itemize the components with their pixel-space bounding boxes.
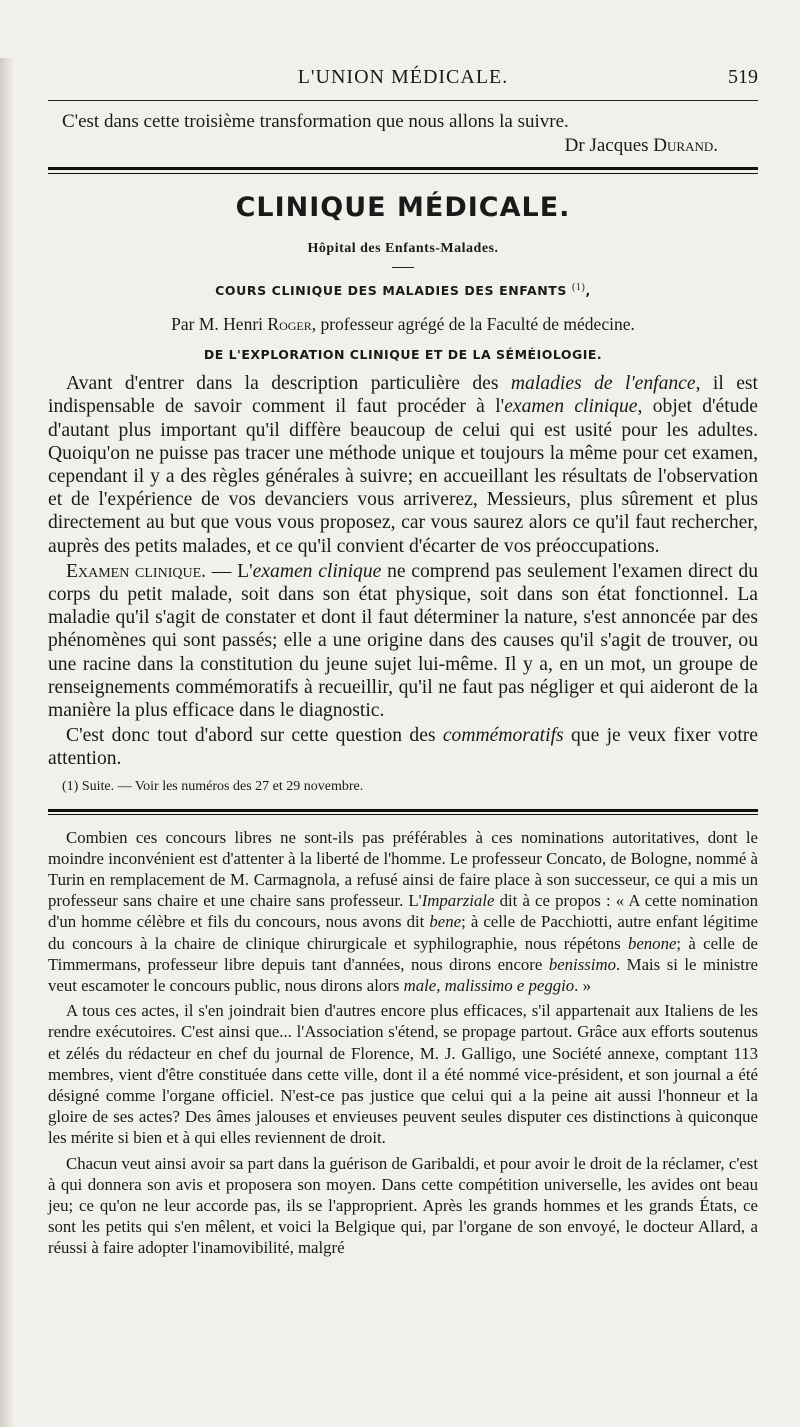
feuilleton-paragraph-3: Chacun veut ainsi avoir sa part dans la guérison de Garibaldi, et pour avoir le droit de la réclamer, c'est à qui donnera son avis et proposera son moyen. Dans cette compétition universelle, les avides ont beau jeu; ce qu'on ne leur accorde pas, ils se l'approprient. Après les grands hommes et les grands États, ce sont les petits qui s'en mêlent, et voici la Belgique qui, par l'organe de son envoyé, le docteur Allard, a réussi à faire adopter l'inamovibilité, malgré <box>48 1153 758 1258</box>
feuilleton-divider <box>48 809 758 812</box>
author-line <box>48 314 758 335</box>
footnote: (1) Suite. — Voir les numéros des 27 et 29 novembre. <box>62 778 364 794</box>
signature-prefix: Dr Jacques <box>564 135 654 156</box>
italic-phrase: benone <box>627 933 677 953</box>
italic-phrase: benissimo <box>548 954 616 974</box>
feuilleton-paragraph-1: Combien ces concours libres ne sont-ils pas préférables à ces nominations autoritatives, dont le moindre inconvénient est d'attenter à la liberté de l'homme. Le professeur Concato, de Bologne, nommé à Turin en remplacement de M. Carmagnola, a refusé ainsi de faire place à son successeur, ce qui a mis un professeur sans chaire et une chaire sans professeur. L'Imparziale dit à ce propos : « A cette nomination d'un homme célèbre et fils du concours, nous avons dit bene; à celle de Pacchiotti, autre enfant légitime du concours à la chaire de clinique chirurgicale et syphilographie, nous répétons benone; à celle de Timmermans, professeur libre depuis tant d'années, nous dirons encore benissimo. Mais si le ministre veut escamoter le concours public, nous dirons alors male, malissimo e peggio. » <box>48 827 759 996</box>
italic-phrase: male, malissimo e peggio <box>403 976 575 996</box>
paragraph-heading: Examen clinique. <box>66 560 207 582</box>
italic-phrase: Imparziale <box>421 891 495 911</box>
course-title-text: COURS CLINIQUE DES MALADIES DES ENFANTS <box>215 283 568 299</box>
section-divider <box>48 167 758 174</box>
feuilleton-body <box>48 827 758 1259</box>
running-head <box>48 58 758 98</box>
lecture-title: DE L'EXPLORATION CLINIQUE ET DE LA SÉMÉIOLOGIE. <box>203 347 603 363</box>
course-title-suffix: , <box>585 283 591 299</box>
journal-title: L'UNION MÉDICALE. <box>297 66 509 88</box>
feuilleton-paragraph-2: A tous ces actes, il s'en joindrait bien d'autres encore plus efficaces, s'il appartenait aux Italiens de les rendre exécutoires. C'est ainsi que... l'Association s'étend, se propage partout. Grâce aux efforts soutenus et zélés du rédacteur en chef du journal de Florence, M. J. Galligo, une Société annexe, comptant 113 membres, vient d'être constituée dans cette ville, dont il a été nommé vice-président, et son journal a été désigné comme l'organe officiel. N'est-ce pas justice que celui qui a la peine ait aussi l'honneur et la gloire de ses actes? Des âmes jalouses et envieuses peuvent seules disputer ces distinctions à quiconque les mérite si bien et à qui elles reviennent de droit. <box>48 1001 758 1148</box>
header-rule <box>48 100 758 101</box>
feuilleton-divider-thin <box>48 814 758 815</box>
article-paragraph-3: C'est donc tout d'abord sur cette question des commémoratifs que je veux fixer votre attention. <box>48 725 758 770</box>
page-edge-shadow <box>0 58 14 1427</box>
section-title: CLINIQUE MÉDICALE. <box>235 192 571 223</box>
italic-phrase: examen clinique <box>504 396 638 418</box>
page-number: 519 <box>728 66 758 88</box>
journal-page <box>0 58 800 1427</box>
italic-phrase: maladies de l'enfance <box>510 373 696 395</box>
course-title <box>48 282 758 298</box>
article-body <box>48 372 758 770</box>
article-paragraph-1: Avant d'entrer dans la description particulière des maladies de l'enfance, il est indispensable de savoir comment il faut procéder à l'examen clinique, objet d'étude d'autant plus important qu'il diffère beaucoup de celui qui est usité pour les adultes. Quoiqu'on ne puisse pas tracer une méthode unique et toujours la même pour cet examen, cependant il y a des règles générales à suivre; en accueillant les résultats de l'observation et de l'expérience de vos devanciers vous arriverez, Messieurs, plus sûrement et plus directement au but que vous vous proposez, car vous saurez alors ce qu'il faut rechercher, auprès des petits malades, et ce qu'il convient d'écarter de vos préoccupations. <box>48 373 758 557</box>
article-paragraph-2: Examen clinique. — L'examen clinique ne comprend pas seulement l'examen direct du corps du petit malade, soit dans son état physique, soit dans son état fonctionnel. La maladie qu'il s'agit de constater et dont il faut déterminer la nature, s'est annoncée par des phénomènes qui sont passés; elle a une origine dans des causes qu'il s'agit de trouver, ou une racine dans la constitution du jeune sujet lui-même. Il y a, en un mot, un groupe de renseignements commémoratifs à recueillir, qu'il ne faut pas négliger et qui aideront de la manière la plus efficace dans le diagnostic. <box>48 560 759 721</box>
italic-phrase: examen clinique <box>252 560 382 582</box>
signature-name: Durand. <box>653 135 718 156</box>
author-prefix: Par M. Henri <box>171 314 268 335</box>
short-divider <box>392 267 414 268</box>
author-suffix: , professeur agrégé de la Faculté de médecine. <box>311 314 635 335</box>
previous-article-closing: C'est dans cette troisième transformation que nous allons la suivre. <box>62 111 569 132</box>
author-name: Roger <box>267 314 312 335</box>
course-footnote-mark: (1) <box>572 282 586 293</box>
previous-article-signature <box>48 135 758 157</box>
italic-phrase: commémoratifs <box>442 725 564 747</box>
italic-phrase: bene <box>429 912 462 932</box>
hospital-name: Hôpital des Enfants-Malades. <box>307 241 499 256</box>
